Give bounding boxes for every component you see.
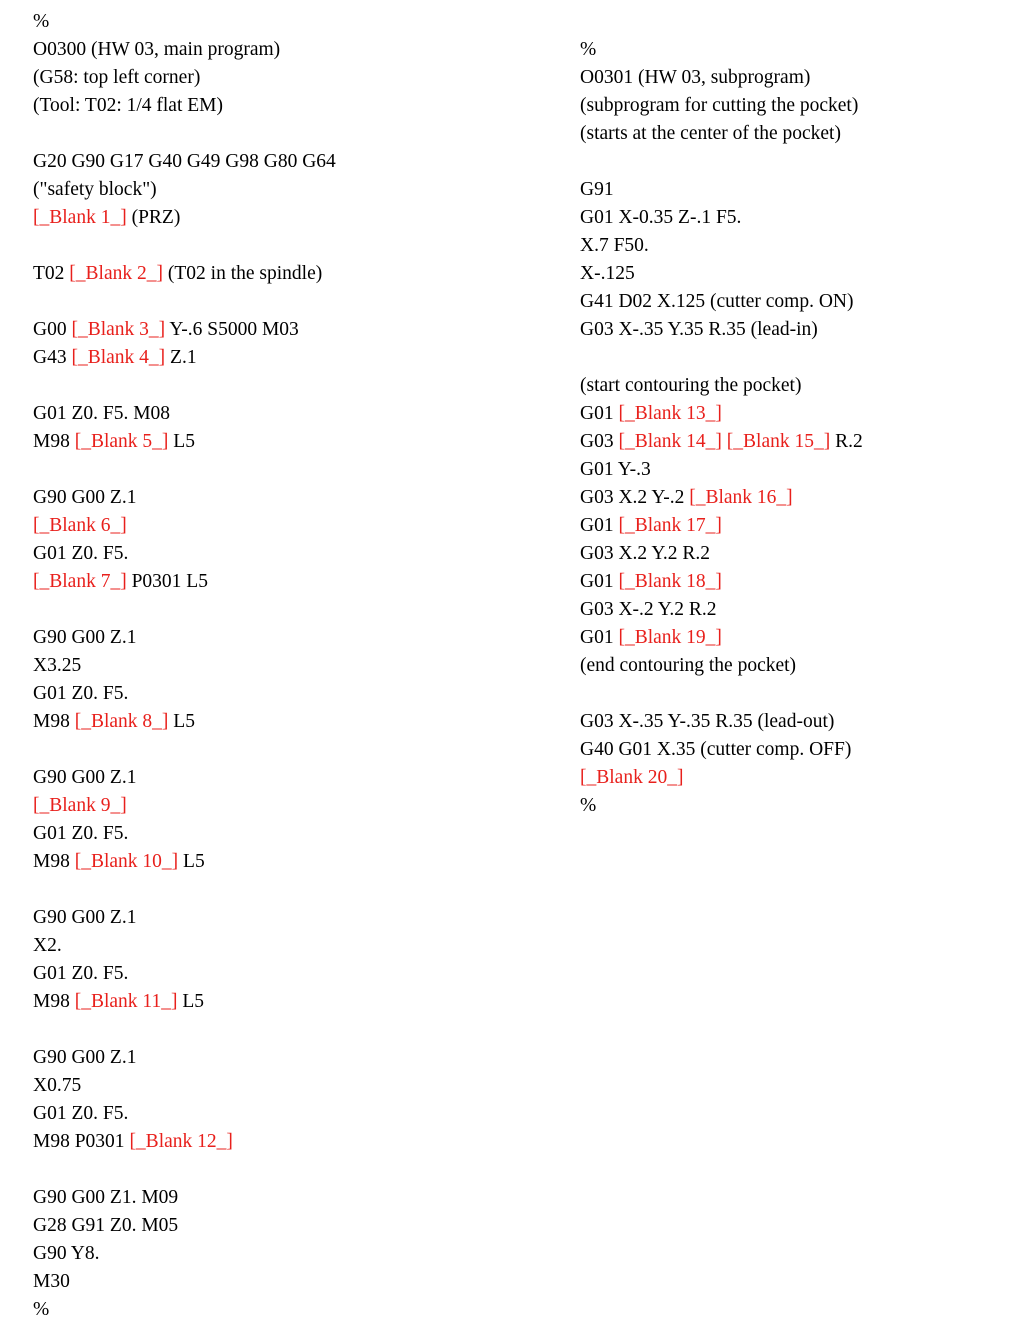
code-line — [580, 512, 863, 540]
code-text: G01 Z0. F5. M08 — [33, 403, 171, 424]
code-text: Y-.6 S5000 M03 — [165, 319, 299, 340]
code-line — [33, 904, 336, 932]
code-line — [33, 792, 336, 820]
code-text: G03 X.2 Y-.2 — [580, 487, 690, 508]
empty-line — [33, 288, 336, 316]
code-text: (start contouring the pocket) — [580, 375, 802, 396]
code-line — [33, 1100, 336, 1128]
code-line — [33, 960, 336, 988]
code-text: G01 Z0. F5. — [33, 543, 129, 564]
code-text: X-.125 — [580, 263, 635, 284]
code-line — [33, 932, 336, 960]
blank-placeholder: [_Blank 13_] — [618, 403, 722, 424]
blank-placeholder: [_Blank 9_] — [33, 795, 127, 816]
code-text: G20 G90 G17 G40 G49 G98 G80 G64 — [33, 151, 336, 172]
code-line — [33, 680, 336, 708]
code-text: G03 X.2 Y.2 R.2 — [580, 543, 711, 564]
code-line — [580, 36, 863, 64]
code-line — [33, 1212, 336, 1240]
code-line — [33, 988, 336, 1016]
code-line — [33, 1044, 336, 1072]
blank-placeholder: [_Blank 15_] — [726, 431, 831, 452]
empty-line — [33, 876, 336, 904]
code-text: G01 — [580, 571, 619, 592]
empty-line — [33, 120, 336, 148]
code-line — [33, 1128, 336, 1156]
code-line — [580, 204, 863, 232]
code-text: G41 D02 X.125 (cutter comp. ON) — [580, 291, 854, 312]
code-line — [33, 568, 336, 596]
code-text: P0301 L5 — [126, 571, 208, 592]
code-line — [580, 652, 863, 680]
code-text: M98 — [33, 851, 75, 872]
code-line — [580, 568, 863, 596]
code-text: G43 — [33, 347, 72, 368]
blank-placeholder: [_Blank 18_] — [618, 571, 722, 592]
empty-line — [33, 456, 336, 484]
code-line — [33, 92, 336, 120]
code-line — [580, 736, 863, 764]
code-line — [33, 316, 336, 344]
empty-line — [33, 232, 336, 260]
code-line — [580, 120, 863, 148]
code-line — [33, 400, 336, 428]
code-line — [33, 764, 336, 792]
blank-placeholder: [_Blank 6_] — [33, 515, 127, 536]
code-line — [33, 344, 336, 372]
code-line — [580, 260, 863, 288]
code-line — [580, 764, 863, 792]
code-text: L5 — [177, 991, 204, 1012]
code-text: G03 X-.35 Y-.35 R.35 (lead-out) — [580, 711, 835, 732]
subprogram-column — [580, 36, 863, 820]
code-text: L5 — [168, 431, 195, 452]
code-line — [580, 316, 863, 344]
code-text: G03 X-.2 Y.2 R.2 — [580, 599, 717, 620]
blank-placeholder: [_Blank 4_] — [71, 347, 166, 368]
code-text: G03 X-.35 Y.35 R.35 (lead-in) — [580, 319, 818, 340]
code-text: % — [580, 39, 597, 60]
code-line — [33, 652, 336, 680]
code-text: X.7 F50. — [580, 235, 649, 256]
code-line — [33, 176, 336, 204]
code-text: (end contouring the pocket) — [580, 655, 797, 676]
code-text: G00 — [33, 319, 72, 340]
code-text: G01 — [580, 515, 619, 536]
code-text: (subprogram for cutting the pocket) — [580, 95, 859, 116]
code-text: M98 — [33, 711, 75, 732]
blank-placeholder: [_Blank 2_] — [69, 263, 163, 284]
code-text: G90 G00 Z1. M09 — [33, 1187, 179, 1208]
blank-placeholder: [_Blank 5_] — [74, 431, 169, 452]
empty-line — [580, 680, 863, 708]
code-line — [33, 848, 336, 876]
code-line — [33, 820, 336, 848]
code-line — [33, 1296, 336, 1324]
blank-placeholder: [_Blank 12_] — [129, 1131, 233, 1152]
code-line — [580, 708, 863, 736]
empty-line — [580, 148, 863, 176]
code-text: G01 X-0.35 Z-.1 F5. — [580, 207, 742, 228]
blank-placeholder: [_Blank 3_] — [71, 319, 166, 340]
code-text: (Tool: T02: 1/4 flat EM) — [33, 95, 224, 116]
code-text: G01 Y-.3 — [580, 459, 651, 480]
code-text: G90 Y8. — [33, 1243, 100, 1264]
code-text: M98 — [33, 991, 75, 1012]
code-text: X0.75 — [33, 1075, 82, 1096]
code-text: G28 G91 Z0. M05 — [33, 1215, 179, 1236]
code-text: (T02 in the spindle) — [163, 263, 323, 284]
code-text: G01 — [580, 403, 619, 424]
code-text: G01 Z0. F5. — [33, 1103, 129, 1124]
code-text: (starts at the center of the pocket) — [580, 123, 841, 144]
code-text: M98 — [33, 431, 75, 452]
code-text: M30 — [33, 1271, 70, 1292]
empty-line — [580, 344, 863, 372]
code-text: ("safety block") — [33, 179, 157, 200]
code-text: % — [33, 1299, 50, 1320]
blank-placeholder: [_Blank 10_] — [74, 851, 179, 872]
code-text: (G58: top left corner) — [33, 67, 201, 88]
code-line — [33, 484, 336, 512]
code-line — [580, 92, 863, 120]
code-line — [580, 232, 863, 260]
empty-line — [33, 1156, 336, 1184]
blank-placeholder: [_Blank 17_] — [618, 515, 722, 536]
code-line — [33, 428, 336, 456]
empty-line — [33, 1016, 336, 1044]
code-text: M98 P0301 — [33, 1131, 130, 1152]
code-text: R.2 — [830, 431, 863, 452]
code-text: G90 G00 Z.1 — [33, 1047, 137, 1068]
code-text: L5 — [178, 851, 205, 872]
code-line — [33, 8, 336, 36]
code-line — [33, 540, 336, 568]
code-text: G90 G00 Z.1 — [33, 907, 137, 928]
code-text: G03 — [580, 431, 619, 452]
empty-line — [33, 596, 336, 624]
code-text: G01 — [580, 627, 619, 648]
code-line — [580, 792, 863, 820]
code-line — [33, 260, 336, 288]
code-text: G90 G00 Z.1 — [33, 487, 137, 508]
code-text: O0300 (HW 03, main program) — [33, 39, 281, 60]
code-line — [33, 1072, 336, 1100]
code-line — [33, 512, 336, 540]
code-text: G01 Z0. F5. — [33, 823, 129, 844]
empty-line — [33, 372, 336, 400]
code-text: Z.1 — [165, 347, 197, 368]
code-text: G90 G00 Z.1 — [33, 627, 137, 648]
code-text: X3.25 — [33, 655, 82, 676]
code-line — [580, 64, 863, 92]
code-text: G91 — [580, 179, 614, 200]
code-line — [33, 204, 336, 232]
code-text: % — [580, 795, 597, 816]
main-program-column — [33, 8, 336, 1324]
code-text: G01 Z0. F5. — [33, 683, 129, 704]
blank-placeholder: [_Blank 16_] — [689, 487, 793, 508]
code-line — [33, 1184, 336, 1212]
code-text: G40 G01 X.35 (cutter comp. OFF) — [580, 739, 852, 760]
blank-placeholder: [_Blank 19_] — [618, 627, 722, 648]
code-line — [580, 624, 863, 652]
blank-placeholder: [_Blank 8_] — [74, 711, 169, 732]
code-line — [580, 372, 863, 400]
code-line — [33, 624, 336, 652]
code-line — [580, 596, 863, 624]
code-line — [580, 288, 863, 316]
code-line — [33, 36, 336, 64]
blank-placeholder: [_Blank 14_] — [618, 431, 722, 452]
code-text: G01 Z0. F5. — [33, 963, 129, 984]
code-line — [33, 1268, 336, 1296]
code-text: O0301 (HW 03, subprogram) — [580, 67, 811, 88]
code-text: X2. — [33, 935, 62, 956]
code-line — [33, 148, 336, 176]
code-line — [580, 540, 863, 568]
code-text: G90 G00 Z.1 — [33, 767, 137, 788]
code-line — [580, 428, 863, 456]
code-line — [33, 64, 336, 92]
code-text: L5 — [168, 711, 195, 732]
code-text: T02 — [33, 263, 70, 284]
code-line — [580, 456, 863, 484]
code-text: % — [33, 11, 50, 32]
blank-placeholder: [_Blank 7_] — [33, 571, 127, 592]
code-text: (PRZ) — [126, 207, 181, 228]
blank-placeholder: [_Blank 20_] — [580, 767, 684, 788]
blank-placeholder: [_Blank 1_] — [33, 207, 127, 228]
code-line — [580, 484, 863, 512]
code-line — [580, 400, 863, 428]
code-line — [33, 1240, 336, 1268]
blank-placeholder: [_Blank 11_] — [74, 991, 178, 1012]
empty-line — [33, 736, 336, 764]
code-line — [33, 708, 336, 736]
code-line — [580, 176, 863, 204]
